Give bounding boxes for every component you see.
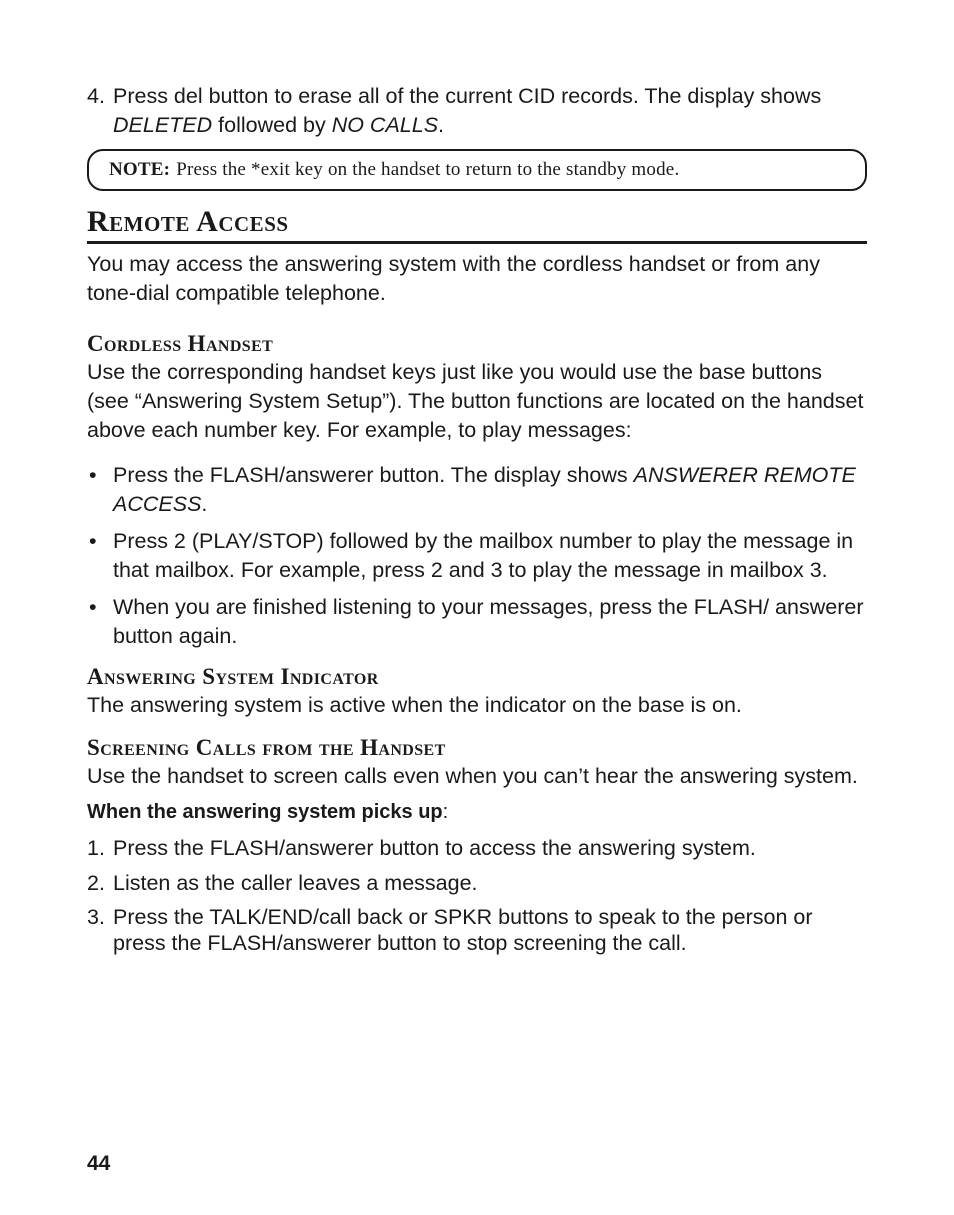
screening-step — [87, 904, 867, 956]
display-text-answerer-remote-access: ANSWERER REMOTE ACCESS — [113, 463, 856, 516]
step-text-part: followed by — [212, 113, 332, 137]
step-number: 2. — [87, 871, 105, 895]
note-label: NOTE: — [109, 159, 171, 180]
screening-body: Use the handset to screen calls even when you can’t hear the answering system. — [87, 764, 858, 788]
bullet-symbol: • — [89, 529, 97, 553]
bullet-item — [87, 527, 867, 585]
sub-heading-cordless-handset: Cordless Handset — [87, 331, 274, 356]
step-text — [113, 82, 867, 140]
step-text: Press the FLASH/answerer button to access the answering system. — [113, 836, 756, 860]
bullet-text-part: . — [201, 492, 208, 516]
screening-label-text: When the answering system picks up — [87, 801, 443, 823]
step-number: 4. — [87, 84, 105, 108]
sub-heading-answering-system-indicator: Answering System Indicator — [87, 664, 379, 689]
manual-page — [87, 82, 867, 956]
step-text-part: Press del button to erase all of the current CID records. The display shows — [113, 84, 822, 108]
step-text: Press the TALK/END/call back or SPKR buttons to speak to the person or press the FLASH/answerer button to stop screening the call. — [113, 905, 813, 955]
bullet-item — [87, 593, 867, 651]
sub-heading-screening-calls: Screening Calls from the Handset — [87, 735, 446, 760]
section-heading-remote-access: Remote Access — [87, 205, 867, 244]
screening-label-colon: : — [442, 801, 449, 823]
display-text-deleted: DELETED — [113, 113, 213, 137]
step-text-part: . — [438, 113, 445, 137]
screening-step — [87, 869, 867, 898]
cordless-handset-body: Use the corresponding handset keys just like you would use the base buttons (see “Answering System Setup”). The button functions are located on the handset above each number key. For example, to play messages: — [87, 360, 864, 442]
display-text-no-calls: NO CALLS — [331, 113, 439, 137]
bullet-text: When you are finished listening to your messages, press the FLASH/ answerer button again. — [113, 595, 864, 648]
bullet-symbol: • — [89, 463, 97, 487]
bullet-item — [87, 461, 867, 519]
bullet-text-part: Press the FLASH/answerer button. The display shows — [113, 463, 634, 487]
remote-access-intro: You may access the answering system with the cordless handset or from any tone-dial compatible telephone. — [87, 252, 820, 305]
page-number: 44 — [87, 1152, 111, 1175]
screening-label — [87, 799, 867, 826]
indicator-body: The answering system is active when the indicator on the base is on. — [87, 693, 742, 717]
note-text: Press the *exit key on the handset to return to the standby mode. — [176, 159, 680, 180]
step-4 — [87, 82, 867, 140]
bullet-text — [113, 461, 867, 519]
step-text: Listen as the caller leaves a message. — [113, 871, 478, 895]
step-number: 1. — [87, 836, 105, 860]
bullet-symbol: • — [89, 595, 97, 619]
screening-step — [87, 834, 867, 863]
step-number: 3. — [87, 905, 105, 929]
bullet-text: Press 2 (PLAY/STOP) followed by the mailbox number to play the message in that mailbox. For example, press 2 and 3 to play the message in mailbox 3. — [113, 529, 854, 582]
note-box — [87, 149, 867, 191]
